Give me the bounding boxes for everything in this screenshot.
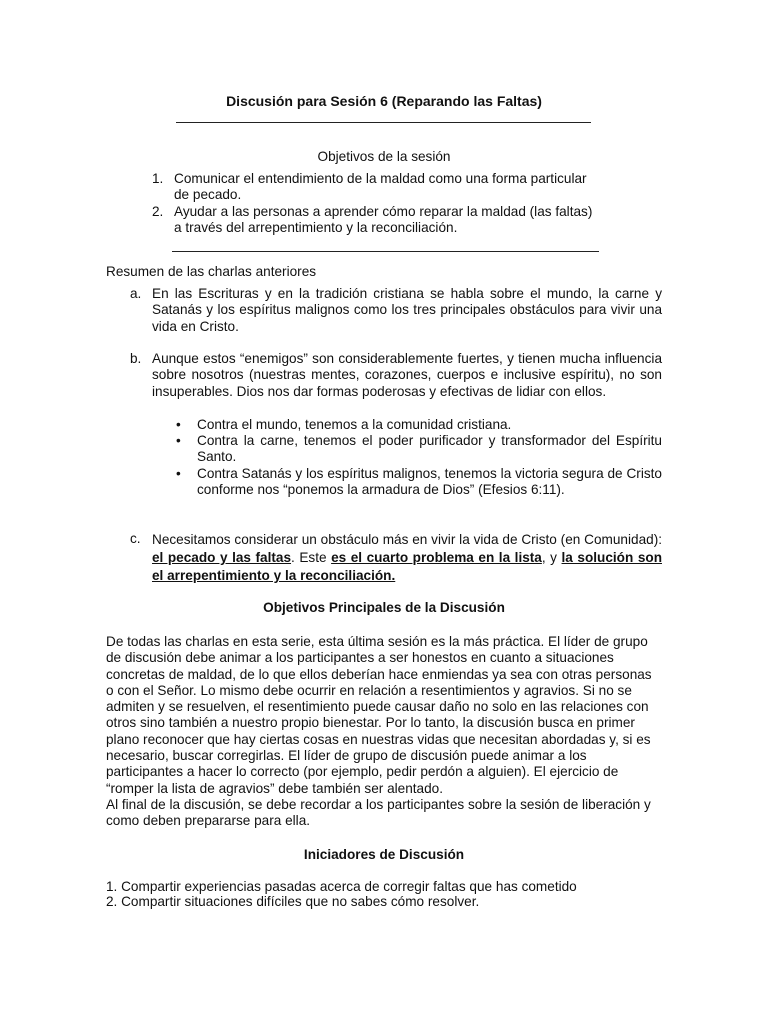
bullet-item [176,433,662,466]
objective-number: 2. [152,204,164,219]
summary-item-a [130,286,662,335]
objective-item-2 [152,204,596,237]
objectives-divider [172,251,599,252]
main-objectives-heading: Objetivos Principales de la Discusión [263,600,505,615]
summary-label: b. [130,351,142,366]
bullet-marker: • [176,433,181,448]
starter-item-2: 2. Compartir situaciones difíciles que no sabes cómo resolver. [106,894,480,909]
starters-heading: Iniciadores de Discusión [303,847,465,862]
objective-text: Ayudar a las personas a aprender cómo reparar la maldad (las faltas) a través del arrepentimiento y la reconciliación. [174,204,593,236]
bullet-item [176,466,662,499]
main-objectives-paragraph-1: De todas las charlas en esta serie, esta última sesión es la más práctica. El líder de grupo de discusión debe animar a los participantes a ser honestos en cuanto a situaciones concretas de maldad, de lo que ellos deberían hace enmiendas ya sea con otras personas o con el Señor. Lo mismo debe ocurrir en relación a resentimientos y agravios. Si no se admiten y se resuelven, el resentimiento puede causar daño no solo en las relaciones con otros sino también a nuestro propio bienestar. Por lo tanto, la discusión busca en primer plano reconocer que hay ciertas cosas en nuestras vidas que necesitan abordadas y, si es necesario, buscar corregirlas. El líder de grupo de discusión puede animar a los participantes a hacer lo correcto (por ejemplo, pedir perdón a alguien). El ejercicio de “romper la lista de agravios” debe también ser alentado. [106,634,652,796]
bullet-text: Contra el mundo, tenemos a la comunidad cristiana. [197,417,512,432]
summary-c-emphasis-3: la solución son el arrepentimiento y la reconciliación. [152,550,662,583]
bullet-text: Contra Satanás y los espíritus malignos, tenemos la victoria segura de Cristo conforme nos “ponemos la armadura de Dios” (Efesios 6:11). [197,466,662,498]
main-objectives-paragraph-2: Al final de la discusión, se debe recordar a los participantes sobre la sesión de liberación y como deben prepararse para ella. [106,797,651,829]
objective-item-1 [152,171,592,204]
title-divider [176,122,591,123]
summary-c-text-1: Necesitamos considerar un obstáculo más en vivir la vida de Cristo (en Comunidad): [152,532,662,547]
objective-number: 1. [152,171,164,186]
objectives-heading: Objetivos de la sesión [317,149,451,164]
summary-c-emphasis-2: es el cuarto problema en la lista [331,550,542,565]
summary-item-b [130,351,662,400]
summary-text [152,531,662,585]
bullet-item [176,417,662,433]
summary-text: En las Escrituras y en la tradición cristiana se habla sobre el mundo, la carne y Satanás y los espíritus malignos como los tres principales obstáculos para vivir una vida en Cristo. [152,286,662,334]
summary-c-emphasis-1: el pecado y las faltas [152,550,292,565]
summary-item-c [130,531,662,585]
summary-label: a. [130,286,142,301]
document-title: Discusión para Sesión 6 (Reparando las Faltas) [226,93,542,109]
summary-heading: Resumen de las charlas anteriores [106,264,317,279]
bullet-text: Contra la carne, tenemos el poder purificador y transformador del Espíritu Santo. [197,433,662,465]
summary-c-text-2: . Este [291,550,332,565]
starter-item-1: 1. Compartir experiencias pasadas acerca de corregir faltas que has cometido [106,879,577,894]
bullet-marker: • [176,466,181,481]
summary-text: Aunque estos “enemigos” son considerablemente fuertes, y tienen mucha influencia sobre nosotros (nuestras mentes, corazones, cuerpos e inclusive espíritu), no son insuperables. Dios nos dar formas poderosas y efectivas de lidiar con ellos. [152,351,662,399]
summary-label: c. [130,531,141,546]
bullet-marker: • [176,417,181,432]
objective-text: Comunicar el entendimiento de la maldad como una forma particular de pecado. [174,171,587,203]
summary-c-text-3: , y [541,550,562,565]
